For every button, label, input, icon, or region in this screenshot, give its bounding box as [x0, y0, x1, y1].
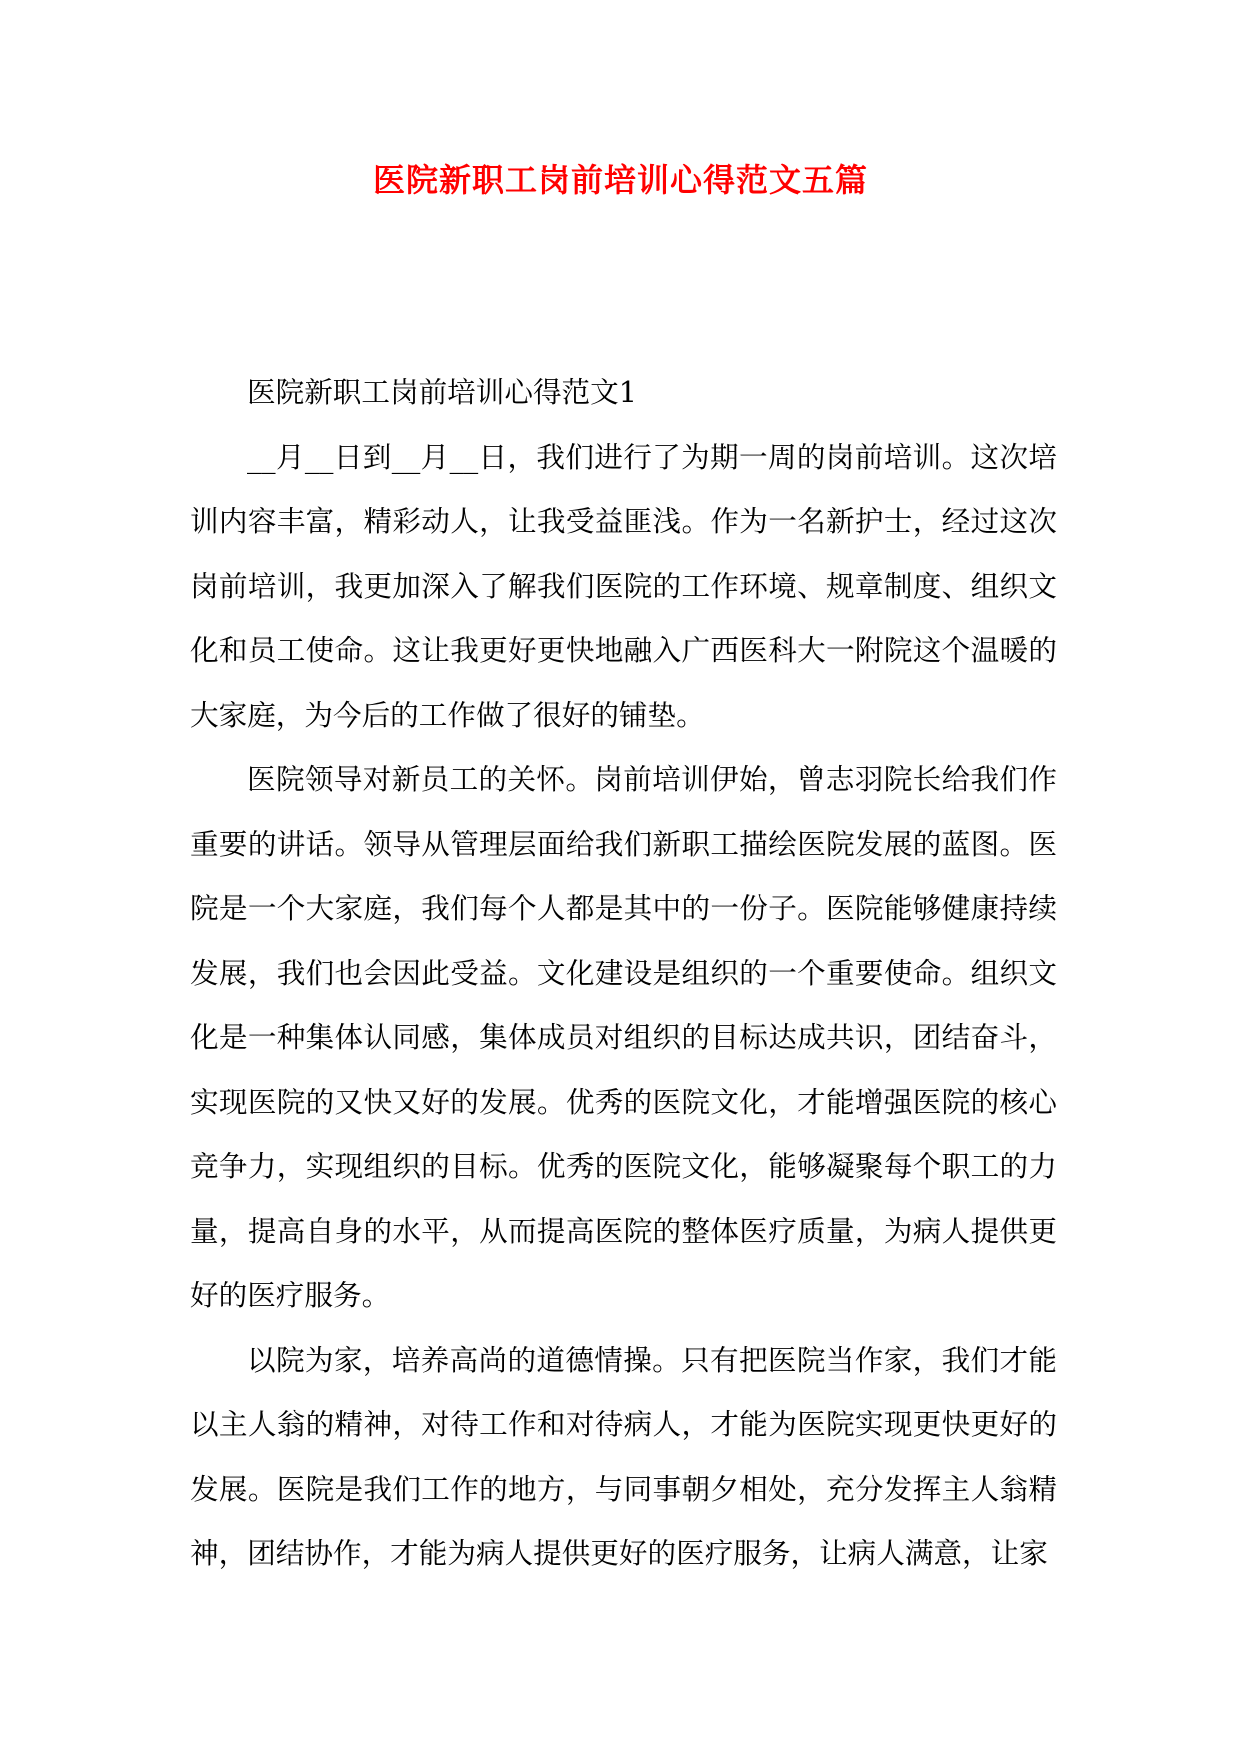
section-heading: 医院新职工岗前培训心得范文1: [247, 375, 637, 409]
document-title: 医院新职工岗前培训心得范文五篇: [372, 161, 868, 199]
body-paragraph: 医院领导对新员工的关怀。岗前培训伊始，曾志羽院长给我们作重要的讲话。领导从管理层面给我们新职工描绘医院发展的蓝图。医院是一个大家庭，我们每个人都是其中的一份子。医院能够健康持续发展，我们也会因此受益。文化建设是组织的一个重要使命。组织文化是一种集体认同感，集体成员对组织的目标达成共识，团结奋斗，实现医院的又快又好的发展。优秀的医院文化，才能增强医院的核心竞争力，实现组织的目标。优秀的医院文化，能够凝聚每个职工的力量，提高自身的水平，从而提高医院的整体医疗质量，为病人提供更好的医疗服务。: [190, 762, 1057, 1312]
body-paragraph: 以院为家，培养高尚的道德情操。只有把医院当作家，我们才能以主人翁的精神，对待工作和对待病人，才能为医院实现更快更好的发展。医院是我们工作的地方，与同事朝夕相处，充分发挥主人翁精神，团结协作，才能为病人提供更好的医疗服务，让病人满意，让家: [190, 1342, 1057, 1570]
body-paragraph: __月__日到__月__日，我们进行了为期一周的岗前培训。这次培训内容丰富，精彩动人，让我受益匪浅。作为一名新护士，经过这次岗前培训，我更加深入了解我们医院的工作环境、规章制度、组织文化和员工使命。这让我更好更快地融入广西医科大一附院这个温暖的大家庭，为今后的工作做了很好的铺垫。: [190, 439, 1057, 732]
document-body: [190, 360, 1057, 1586]
